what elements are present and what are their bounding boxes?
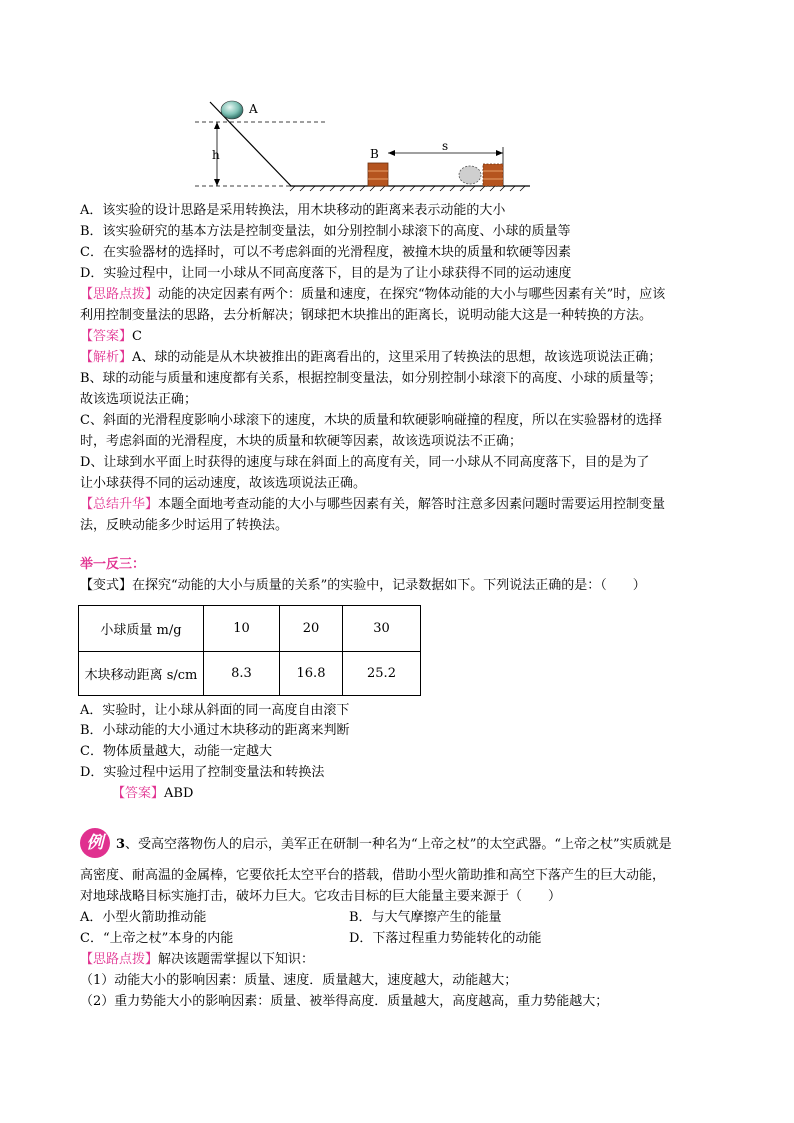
example3-option-c: C．“上帝之杖”本身的内能 — [80, 931, 234, 946]
table-row — [79, 652, 421, 696]
example3-hint-item2: （2）重力势能大小的影响因素：质量、被举得高度．质量越大，高度越高，重力势能越大； — [80, 994, 609, 1009]
variant-question — [80, 576, 646, 596]
q2-answer — [80, 327, 142, 347]
summary-text: 本题全面地考查动能的大小与哪些因素有关，解答时注意多因素问题时需要运用控制变量 — [158, 497, 666, 512]
variant-section-title: 举一反三： — [80, 557, 146, 572]
example3-hint-item1: （1）动能大小的影响因素：质量、速度．质量越大，速度越大，动能越大； — [80, 973, 518, 988]
variant-tag: 【变式】 — [80, 578, 133, 593]
q2-option-b: B．该实验研究的基本方法是控制变量法，如分别控制小球滚下的高度、小球的质量等 — [80, 224, 571, 239]
variant-option-b: B．小球动能的大小通过木块移动的距离来判断 — [80, 723, 350, 738]
table-cell: 10 — [204, 606, 280, 652]
q2-analysis-line5: 时，考虑斜面的光滑程度，木块的质量和软硬等因素，故该选项说法不正确； — [80, 434, 523, 449]
label-s: s — [442, 139, 449, 153]
q2-summary — [80, 495, 665, 515]
variant-option-a: A．实验时，让小球从斜面的同一高度自由滚下 — [80, 703, 350, 718]
data-table — [78, 605, 421, 696]
label-b: B — [370, 147, 379, 161]
hint-text: 动能的决定因素有两个：质量和速度，在探究“物体动能的大小与哪些因素有关”时，应该 — [158, 287, 666, 302]
analysis-text: A、球的动能是从木块被推出的距离看出的，这里采用了转换法的思想，故该选项说法正确； — [132, 350, 662, 365]
ball-a — [221, 101, 243, 119]
table-header-distance: 木块移动距离 s/cm — [79, 652, 204, 696]
table-cell: 20 — [280, 606, 343, 652]
example-badge: 例 — [80, 828, 110, 858]
q2-option-d: D．实验过程中，让同一小球从不同高度落下，目的是为了让小球获得不同的运动速度 — [80, 266, 572, 281]
table-cell: 25.2 — [343, 652, 421, 696]
q2-option-a: A．该实验的设计思路是采用转换法，用木块移动的距离来表示动能的大小 — [80, 203, 506, 218]
ground-hatching — [290, 186, 525, 191]
variant-option-d: D．实验过程中运用了控制变量法和转换法 — [80, 765, 325, 780]
q2-analysis-line4: C、斜面的光滑程度影响小球滚下的速度，木块的质量和软硬影响碰撞的程度，所以在实验器材的选择 — [80, 413, 662, 428]
variant-answer-text: ABD — [164, 786, 194, 801]
answer-tag: 【答案】 — [80, 329, 133, 344]
q2-analysis-line3: 故该选项说法正确； — [80, 392, 198, 407]
q2-analysis-line7: 让小球获得不同的运动速度，故该选项说法正确。 — [80, 476, 367, 491]
q2-hint — [80, 285, 665, 305]
label-h: h — [212, 148, 220, 162]
experiment-diagram — [195, 95, 545, 195]
example3-line2: 高密度、耐高温的金属棒，它要依托太空平台的搭载，借助小型火箭助推和高空下落产生的巨大动能， — [80, 868, 666, 883]
q2-analysis — [80, 348, 661, 368]
example3-hint-intro: 解决该题需掌握以下知识： — [158, 952, 315, 967]
table-header-mass: 小球质量 m/g — [79, 606, 204, 652]
example3-option-a: A．小型火箭助推动能 — [80, 910, 207, 925]
variant-option-c: C．物体质量越大，动能一定越大 — [80, 744, 272, 759]
ball-moved — [459, 166, 481, 184]
summary-tag: 【总结升华】 — [80, 497, 159, 512]
q2-analysis-line6: D、让球到水平面上时获得的速度与球在斜面上的高度有关，同一小球从不同高度落下，目的是为了 — [80, 455, 650, 470]
table-cell: 8.3 — [204, 652, 280, 696]
table-cell: 16.8 — [280, 652, 343, 696]
example3-hint — [80, 950, 314, 970]
q2-analysis-line2: B、球的动能与质量和速度都有关系，根据控制变量法，如分别控制小球滚下的高度、小球的质量等； — [80, 371, 662, 386]
variant-answer — [112, 784, 193, 804]
table-row — [79, 606, 421, 652]
q2-hint-line2: 利用控制变量法的思路，去分析解决；钢球把木块推出的距离长，说明动能大这是一种转换的方法。 — [80, 308, 653, 323]
analysis-tag: 【解析】 — [80, 350, 133, 365]
example3-line3: 对地球战略目标实施打击，破坏力巨大。它攻击目标的巨大能量主要来源于（ ） — [80, 889, 562, 904]
label-a: A — [249, 102, 258, 116]
example3-number: 3 — [116, 837, 126, 852]
variant-question-text: 在探究“动能的大小与质量的关系”的实验中，记录数据如下。下列说法正确的是：（ ） — [132, 578, 646, 593]
block-moved — [483, 164, 503, 186]
q2-summary-line2: 法，反映动能多少时运用了转换法。 — [80, 518, 289, 533]
example3-option-b: B．与大气摩擦产生的能量 — [349, 910, 502, 925]
block-b — [368, 163, 388, 186]
example3-hint-tag: 【思路点拨】 — [80, 952, 159, 967]
example3-option-d: D．下落过程重力势能转化的动能 — [349, 931, 542, 946]
example3-line1-text: 、受高空落物伤人的启示，美军正在研制一种名为“上帝之杖”的太空武器。“上帝之杖”实质就是 — [125, 837, 672, 852]
example3-line1 — [116, 835, 672, 855]
hint-tag: 【思路点拨】 — [80, 287, 159, 302]
table-cell: 30 — [343, 606, 421, 652]
answer-text: C — [132, 329, 142, 344]
variant-answer-tag: 【答案】 — [112, 786, 165, 801]
q2-option-c: C．在实验器材的选择时，可以不考虑斜面的光滑程度，被撞木块的质量和软硬等因素 — [80, 245, 571, 260]
